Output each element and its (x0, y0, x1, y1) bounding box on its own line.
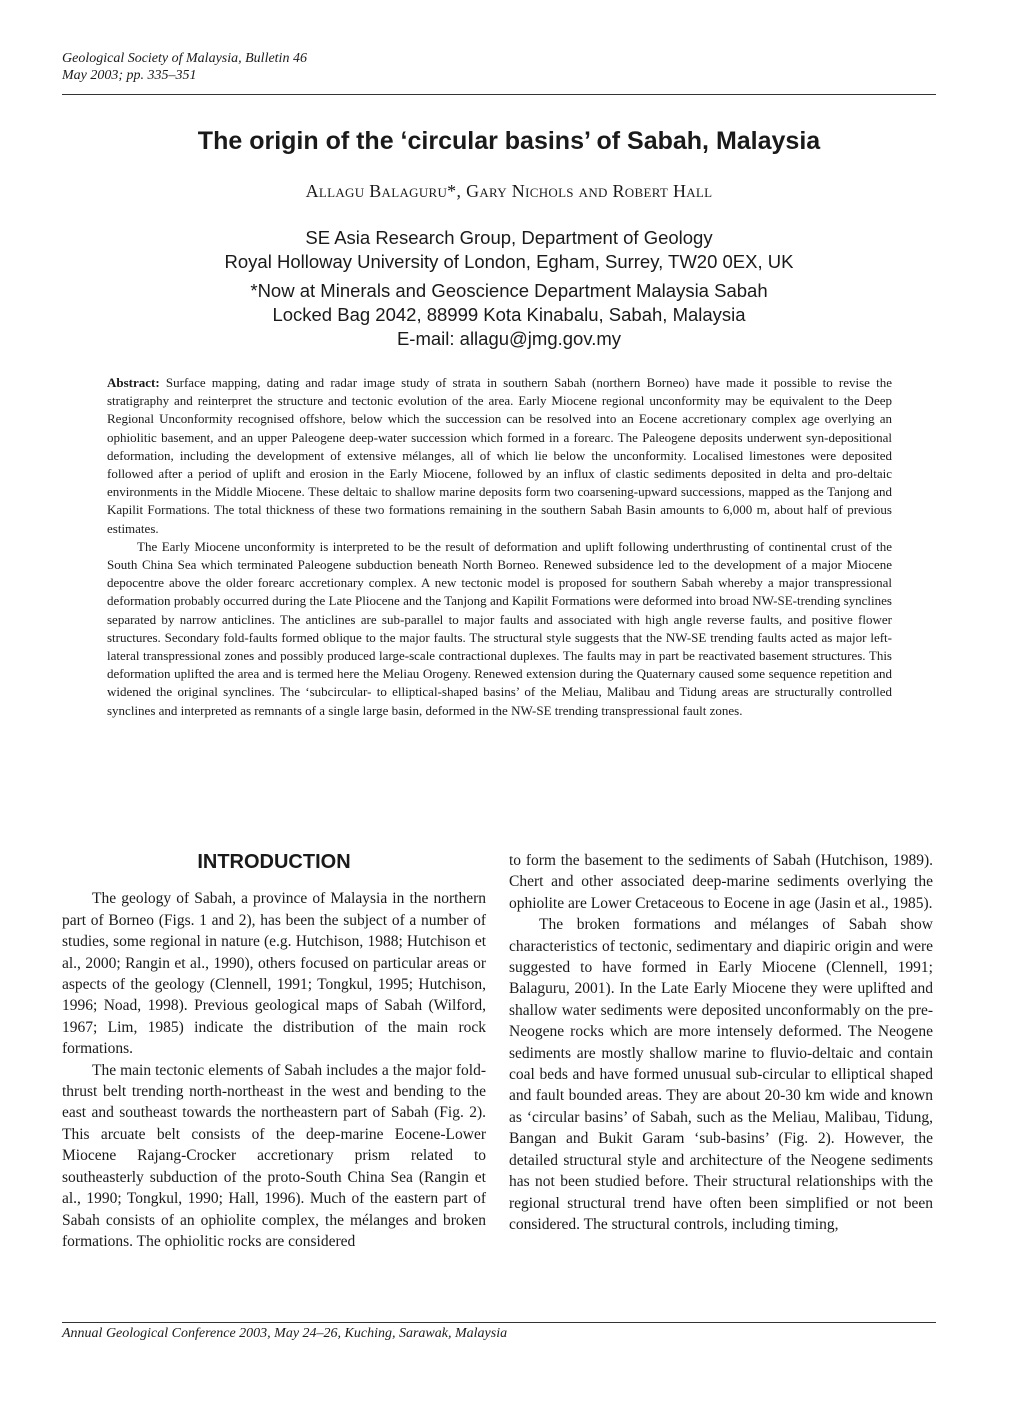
intro-paragraph-4: The broken formations and mélanges of Sabah show characteristics of tectonic, sedimentary and diapiric origin and were suggested to have formed in Early Miocene (Clennell, 1991; Balaguru, 2001). In the Late Early Miocene they were uplifted and shallow water sediments were deposited unconformably on the pre-Neogene rocks which are more intensely deformed. The Neogene sediments are mostly shallow marine to fluvio-deltaic and contain coal beds and have formed unusual sub-circular to elliptical shaped and fault bounded areas. They are about 20-30 km wide and known as ‘circular basins’ of Sabah, such as the Meliau, Malibau, Tidung, Bangan and Bukit Garam ‘sub-basins’ (Fig. 2). However, the detailed structural style and architecture of the Neogene sediments has not been studied before. Their structural relationships with the regional structural trend have often been simplified or not been considered. The structural controls, including timing, (509, 916, 933, 1233)
abstract (107, 374, 892, 720)
author-list: Allagu Balaguru*, Gary Nichols and Robert Hall (305, 181, 713, 201)
email-address: allagu@jmg.gov.my (459, 328, 622, 349)
conference-footer: Annual Geological Conference 2003, May 24–26, Kuching, Sarawak, Malaysia (62, 1326, 508, 1341)
intro-paragraph-1: The geology of Sabah, a province of Malaysia in the northern part of Borneo (Figs. 1 and 2), has been the subject of a number of studies, some regional in nature (e.g. Hutchison, 1988; Hutchison et al., 2000; Rangin et al., 1990), others focused on particular areas or aspects of the geology (Clennell, 1991; Tongkul, 1995; Hutchison, 1996; Noad, 1998). Previous geological maps of Sabah (Wilford, 1967; Lim, 1985) indicate the distribution of the main rock formations. (62, 890, 486, 1058)
journal-line-1: Geological Society of Malaysia, Bulletin 46 (62, 51, 307, 66)
footer-rule (62, 1322, 936, 1323)
email-label: E-mail: (396, 328, 455, 349)
section-heading-introduction: INTRODUCTION (197, 851, 351, 873)
affiliation-block (0, 226, 1018, 351)
journal-line-2: May 2003; pp. 335–351 (62, 68, 197, 83)
intro-paragraph-3: to form the basement to the sediments of Sabah (Hutchison, 1989). Chert and other associated deep-marine sediments overlying the ophiolite are Lower Cretaceous to Eocene in age (Jasin et al., 1985). (509, 852, 933, 912)
affiliation-line-3: *Now at Minerals and Geoscience Department Malaysia Sabah (250, 280, 768, 301)
right-column (509, 850, 933, 1235)
email-line (0, 327, 1018, 351)
abstract-paragraph-2: The Early Miocene unconformity is interpreted to be the result of deformation and uplift following underthrusting of continental crust of the South China Sea which terminated Paleogene subduction beneath North Borneo. Renewed subsidence led to the development of a major Miocene depocentre above the older forearc accretionary complex. A new tectonic model is proposed for southern Sabah whereby a major transpressional deformation probably occurred during the Late Pliocene and the Tanjong and Kapilit Formations were deformed into broad NW-SE-trending synclines separated by narrow anticlines. The anticlines are sub-parallel to major faults and associated with high angle reverse faults, and positive flower structures. Secondary fold-faults formed oblique to the major faults. The structural style suggests that the NW-SE trending faults acted as major left-lateral transpressional zones and possibly produced large-scale contractional duplexes. The faults may in part be reactivated basement structures. This deformation uplifted the area and is termed here the Meliau Orogeny. Renewed extension during the Quaternary caused some sequence repetition and widened the original synclines. The ‘subcircular- to elliptical-shaped basins’ of the Meliau, Malibau and Tidung areas are structurally controlled synclines and interpreted as remnants of a single large basin, deformed in the NW-SE trending transpressional fault zones. (107, 538, 892, 718)
left-column (62, 850, 486, 1252)
affiliation-line-2: Royal Holloway University of London, Egham, Surrey, TW20 0EX, UK (224, 251, 794, 272)
paper-title: The origin of the ‘circular basins’ of Sabah, Malaysia (197, 127, 821, 155)
abstract-paragraph-1 (107, 374, 892, 538)
abstract-label: Abstract: (107, 375, 160, 390)
affiliation-line-4: Locked Bag 2042, 88999 Kota Kinabalu, Sabah, Malaysia (272, 304, 746, 325)
header-rule (62, 94, 936, 95)
abstract-text-1: Surface mapping, dating and radar image study of strata in southern Sabah (northern Borneo) have made it possible to revise the stratigraphy and reinterpret the structure and tectonic evolution of the area. Early Miocene regional unconformity may be equivalent to the Deep Regional Unconformity recognised offshore, below which the succession can be resolved into an Eocene accretionary complex age overlying an ophiolitic basement, and an upper Paleogene deep-water succession which formed in a forearc. The Paleogene deposits underwent syn-depositional deformation, including the development of extensive mélanges, all of which lie below the unconformity. Localised limestones were deposited followed after a period of uplift and erosion in the Early Miocene, followed by an influx of clastic sediments deposited in delta and pro-deltaic environments in the Middle Miocene. These deltaic to shallow marine deposits form two coarsening-upward successions, mapped as the Tanjong and Kapilit Formations. The total thickness of these two formations remaining in the southern Sabah Basin amounts to 6,000 m, about half of previous estimates. (107, 375, 892, 536)
journal-header (62, 50, 307, 84)
intro-paragraph-2: The main tectonic elements of Sabah includes a the major fold-thrust belt trending north-northeast in the west and bending to the east and southeast towards the northeastern part of Sabah (Fig. 2). This arcuate belt consists of the deep-marine Eocene-Lower Miocene Rajang-Crocker accretionary prism related to southeasterly subduction of the proto-South China Sea (Rangin et al., 1990; Tongkul, 1990; Hall, 1996). Much of the eastern part of Sabah consists of an ophiolite complex, the mélanges and broken formations. The ophiolitic rocks are considered (62, 1061, 486, 1250)
affiliation-line-1: SE Asia Research Group, Department of Geology (305, 227, 713, 248)
